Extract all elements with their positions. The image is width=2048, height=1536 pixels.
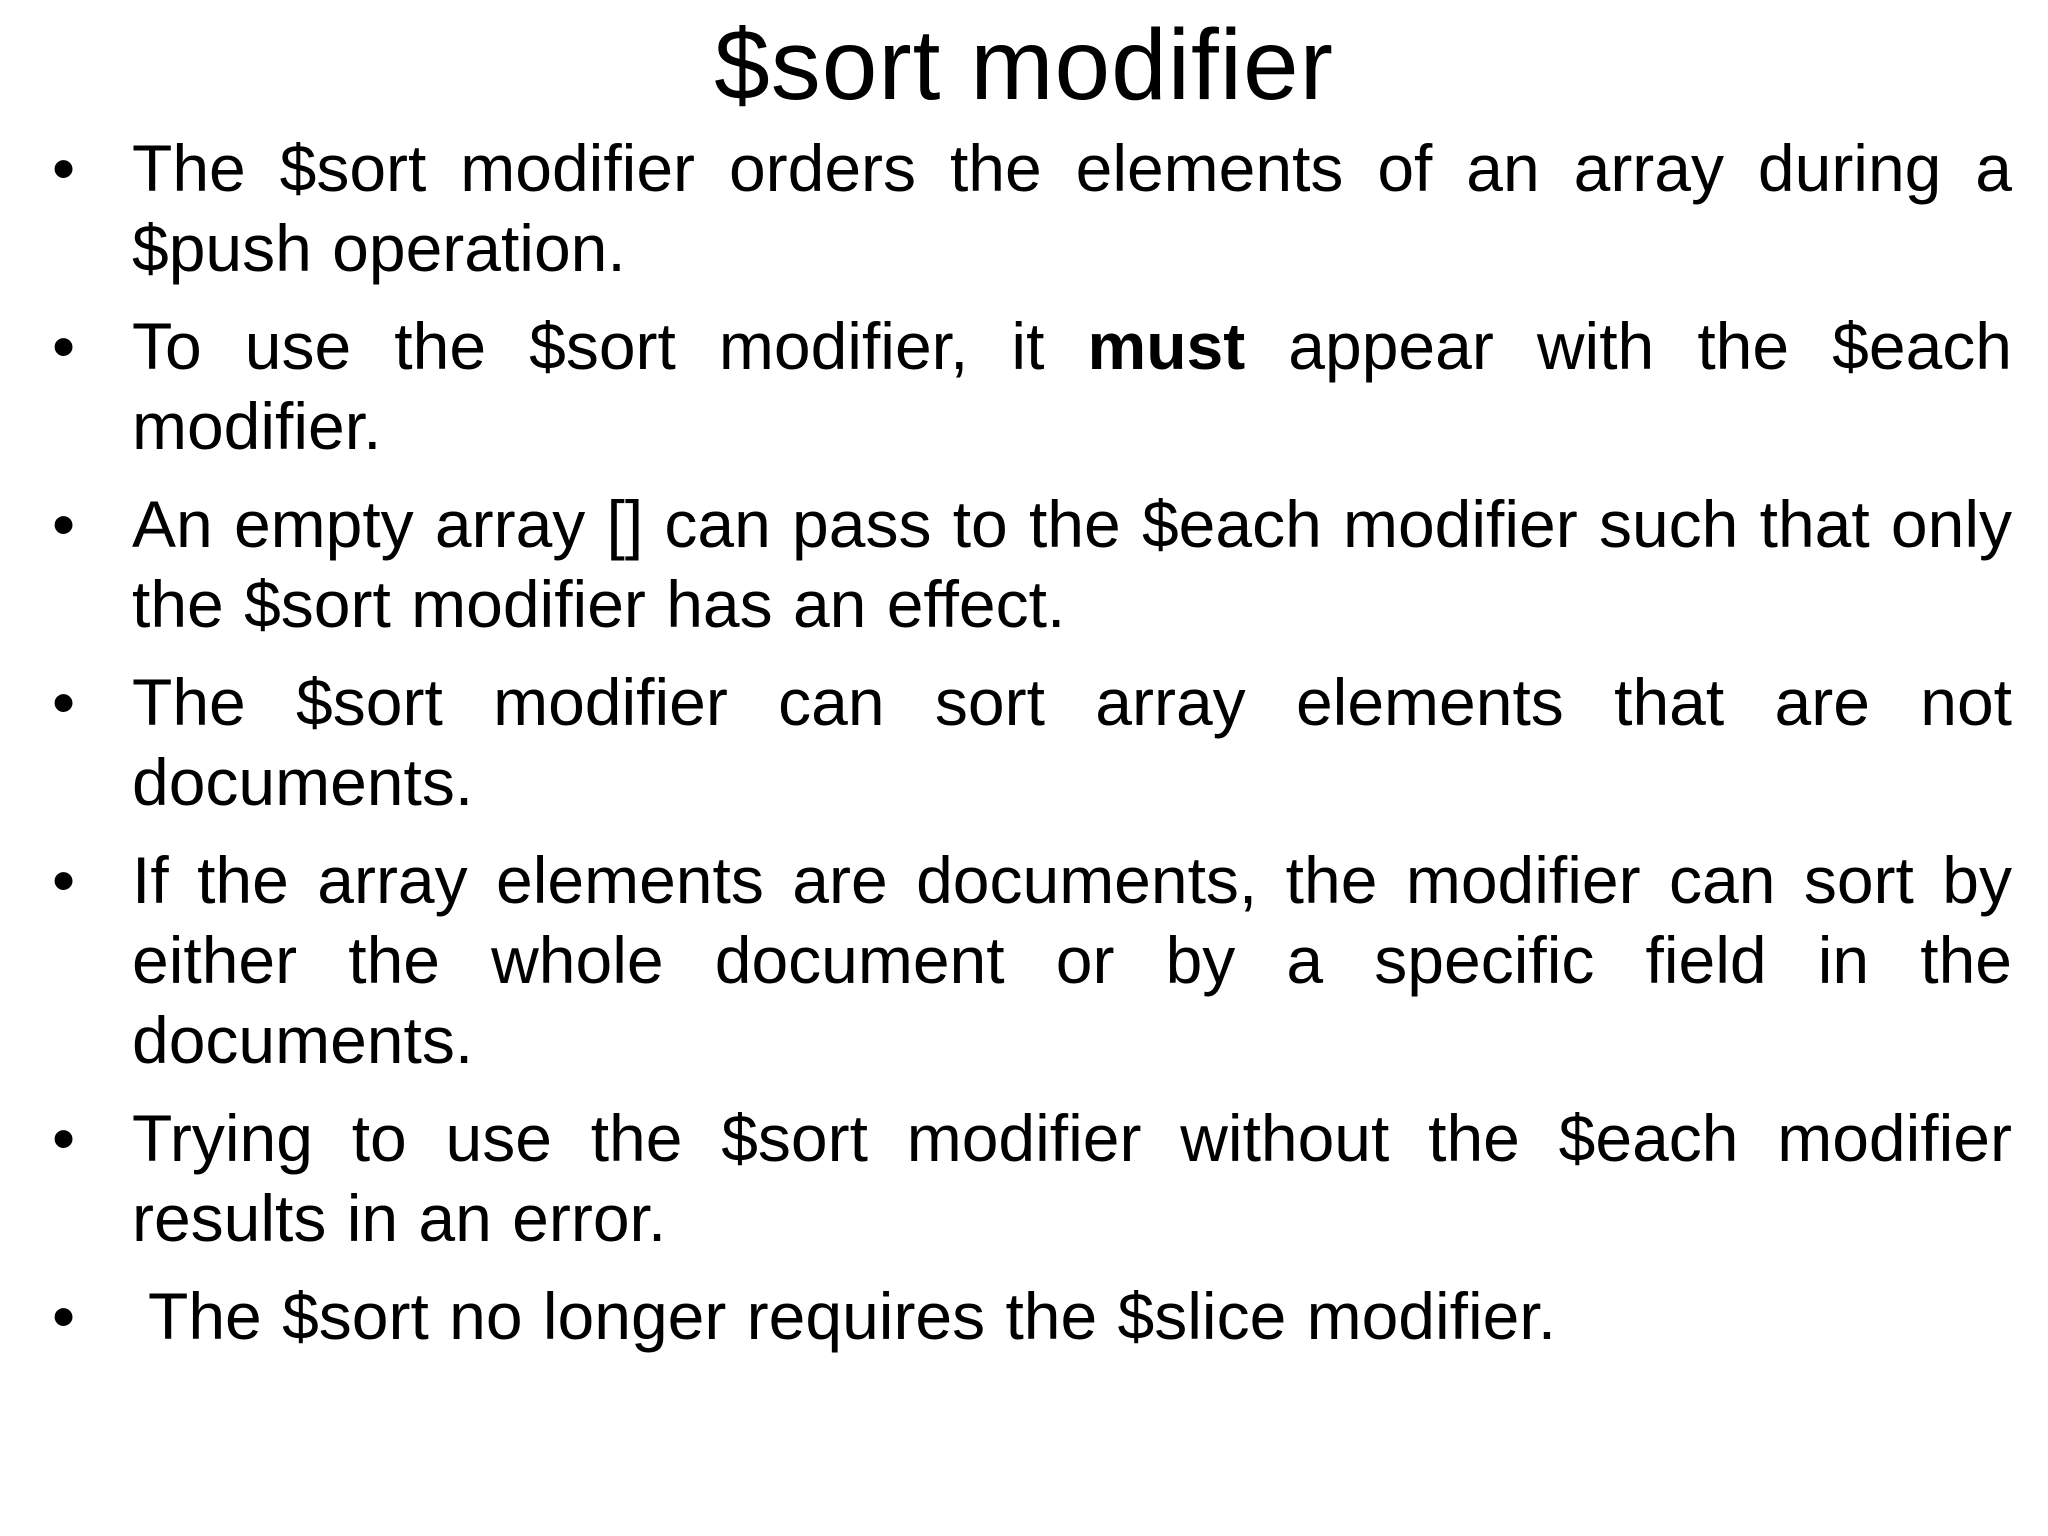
bullet-item (52, 662, 2012, 822)
bullet-item (52, 484, 2012, 644)
bullet-text: If the array elements are documents, the modifier can sort by either the whole document or by a specific field in the documents. (132, 843, 2012, 1077)
bullet-icon: • (52, 843, 76, 917)
bullet-text: The $sort modifier can sort array elements that are not documents. (132, 665, 2012, 819)
bullet-icon: • (52, 665, 76, 739)
bullet-text: An empty array [] can pass to the $each modifier such that only the $sort modifier has an effect. (132, 487, 2012, 641)
bullet-item (52, 840, 2012, 1080)
bullet-text (132, 306, 2012, 466)
bullet-text: The $sort no longer requires the $slice modifier. (148, 1279, 1557, 1353)
bullet-icon: • (52, 487, 76, 561)
bullet-item (52, 306, 2012, 466)
bullet-text-part: To use the $sort modifier, it (132, 309, 1088, 383)
bullet-icon: • (52, 1279, 76, 1353)
bullet-icon: • (52, 309, 76, 383)
bullet-list (52, 128, 2012, 1374)
bullet-icon: • (52, 1101, 76, 1175)
bullet-text: Trying to use the $sort modifier without the $each modifier results in an error. (132, 1101, 2012, 1255)
bullet-item (52, 1098, 2012, 1258)
bullet-item (52, 1276, 2012, 1356)
slide-title: $sort modifier (714, 9, 1334, 121)
bullet-text-emphasis: must (1087, 309, 1246, 383)
bullet-item (52, 128, 2012, 288)
bullet-icon: • (52, 131, 76, 205)
bullet-text: The $sort modifier orders the elements of an array during a $push operation. (132, 131, 2012, 285)
bullet-text-part: appear with the $each modifier. (132, 309, 2012, 463)
